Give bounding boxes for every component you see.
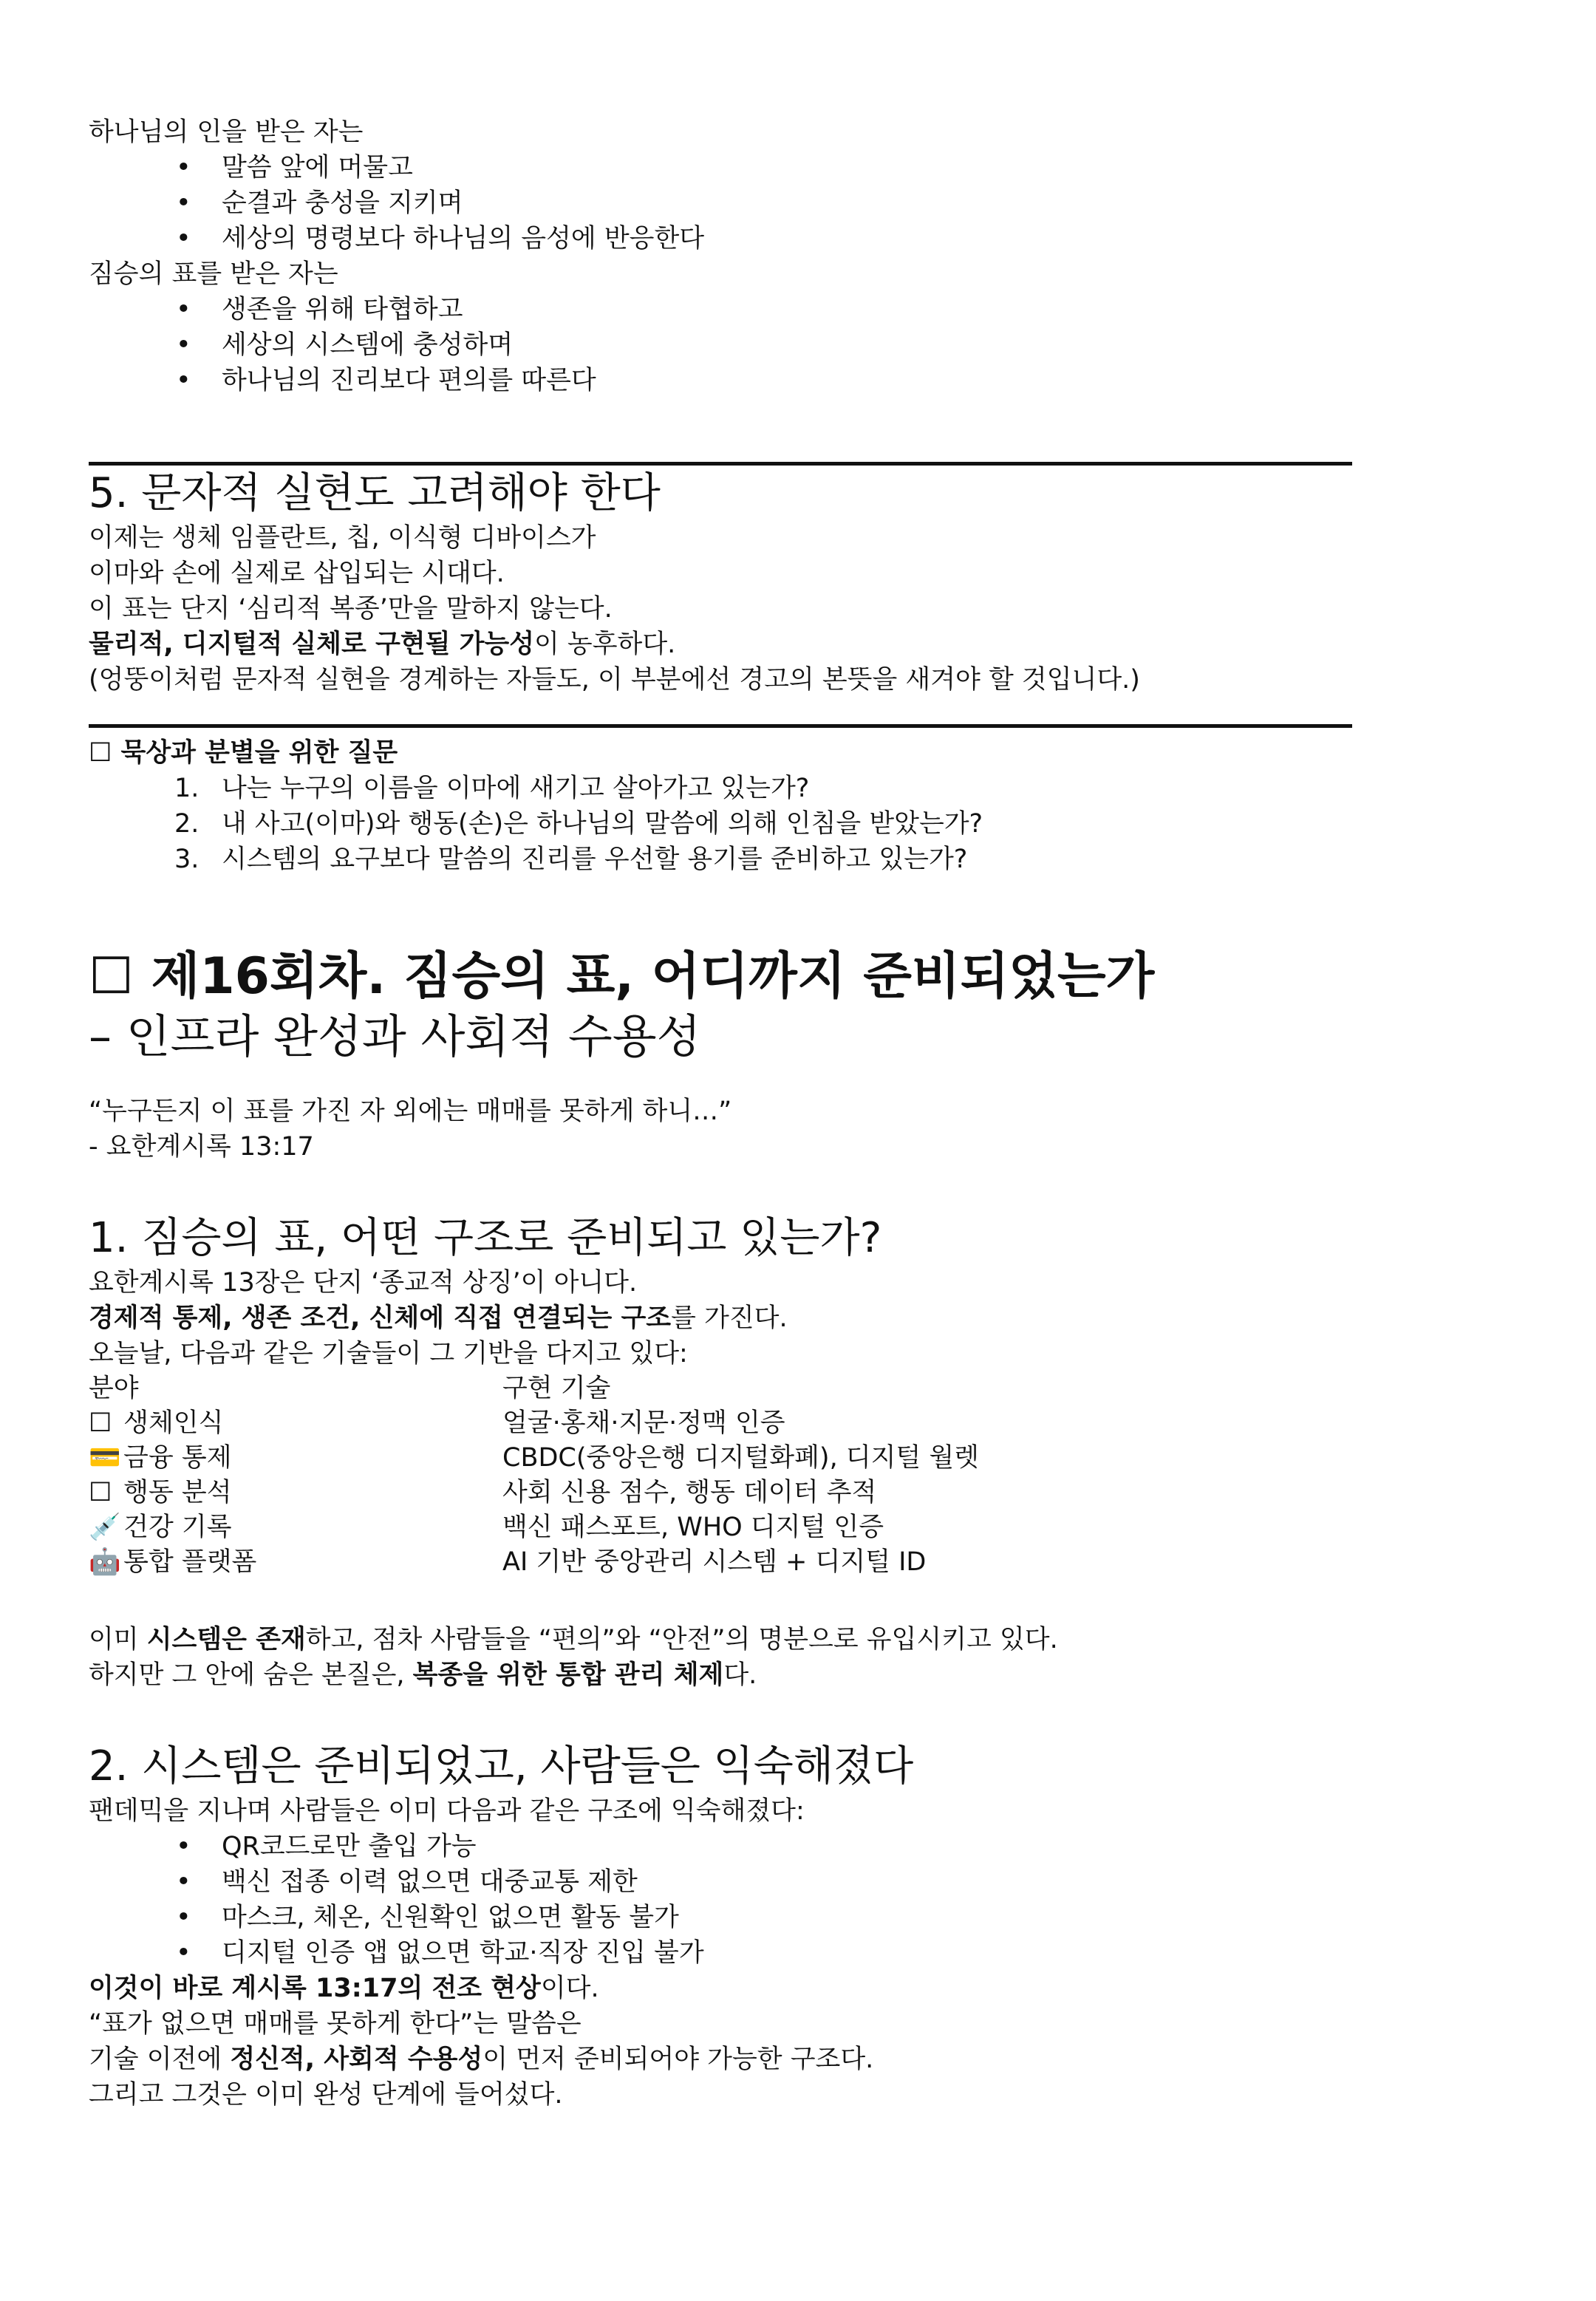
list-item: • 순결과 충성을 지키며 bbox=[176, 188, 463, 218]
list-item: • 디지털 인증 앱 없으면 학교·직장 진입 불가 bbox=[176, 1938, 704, 1968]
scripture-quote bbox=[89, 1094, 732, 1165]
syringe-icon: 💉 bbox=[89, 1513, 121, 1542]
section-5 bbox=[89, 467, 1140, 698]
table-cell-field: 💉 건강 기록 bbox=[89, 1510, 502, 1545]
paragraph-line: 요한계시록 13장은 단지 ‘종교적 상징’이 아니다. bbox=[89, 1268, 638, 1298]
table-cell-field: ☐ 생체인식 bbox=[89, 1406, 502, 1441]
quote-text: “누구든지 이 표를 가진 자 외에는 매매를 못하게 하니…” bbox=[89, 1097, 732, 1126]
table-cell-tech: CBDC(중앙은행 디지털화폐), 디지털 월렛 bbox=[502, 1443, 979, 1473]
paragraph-line: 팬데믹을 지나며 사람들은 이미 다음과 같은 구조에 익숙해졌다: bbox=[89, 1796, 805, 1826]
checkbox-icon: ☐ bbox=[89, 1408, 112, 1438]
divider bbox=[89, 462, 1352, 466]
table-cell-tech: 얼굴·홍채·지문·정맥 인증 bbox=[502, 1408, 785, 1438]
paragraph-line: 오늘날, 다음과 같은 기술들이 그 기반을 다지고 있다: bbox=[89, 1339, 688, 1368]
section-5-title: 5. 문자적 실현도 고려해야 한다 bbox=[89, 469, 661, 517]
section-2 bbox=[89, 1740, 913, 2113]
paragraph-line: 이미 시스템은 존재하고, 점차 사람들을 “편의”와 “안전”의 명분으로 유입시키고 있다. bbox=[89, 1625, 1058, 1654]
table-header-field: 분야 bbox=[89, 1374, 139, 1403]
list-item: • QR코드로만 출입 가능 bbox=[176, 1832, 477, 1861]
paragraph-line: (엉뚱이처럼 문자적 실현을 경계하는 자들도, 이 부분에선 경고의 본뜻을 새겨야 할 것입니다.) bbox=[89, 665, 1140, 695]
questions-heading: ☐ 묵상과 분별을 위한 질문 bbox=[89, 738, 398, 768]
paragraph-line: 이것이 바로 계시록 13:17의 전조 현상이다. bbox=[89, 1974, 599, 2003]
table-cell-tech: AI 기반 중앙관리 시스템 + 디지털 ID bbox=[502, 1547, 927, 1577]
paragraph-line: 이 표는 단지 ‘심리적 복종’만을 말하지 않는다. bbox=[89, 594, 613, 624]
paragraph-line: 기술 이전에 정신적, 사회적 수용성이 먼저 준비되어야 가능한 구조다. bbox=[89, 2045, 874, 2074]
section-1-title: 1. 짐승의 표, 어떤 구조로 준비되고 있는가? bbox=[89, 1214, 882, 1262]
list-item: • 하나님의 진리보다 편의를 따른다 bbox=[176, 366, 596, 395]
paragraph-line: “표가 없으면 매매를 못하게 한다”는 말씀은 bbox=[89, 2009, 582, 2039]
section-1 bbox=[89, 1212, 979, 1580]
list-item: 3. 시스템의 요구보다 말씀의 진리를 우선할 용기를 준비하고 있는가? bbox=[174, 845, 968, 874]
table-cell-tech: 백신 패스포트, WHO 디지털 인증 bbox=[502, 1513, 884, 1542]
table-cell-tech: 사회 신용 점수, 행동 데이터 추적 bbox=[502, 1478, 877, 1507]
table-cell-field: 🤖 통합 플랫폼 bbox=[89, 1545, 502, 1580]
section-2-title: 2. 시스템은 준비되었고, 사람들은 익숙해졌다 bbox=[89, 1742, 914, 1790]
list-item: • 세상의 명령보다 하나님의 음성에 반응한다 bbox=[176, 224, 705, 253]
list-item: • 백신 접종 이력 없으면 대중교통 제한 bbox=[176, 1867, 638, 1897]
robot-icon: 🤖 bbox=[89, 1547, 121, 1577]
paragraph-line: 이제는 생체 임플란트, 칩, 이식형 디바이스가 bbox=[89, 523, 596, 553]
episode-16-header bbox=[89, 946, 1154, 1066]
seal-vs-mark-section bbox=[89, 115, 704, 398]
divider bbox=[89, 724, 1352, 728]
section-1-conclusion bbox=[89, 1622, 1058, 1693]
table-cell-field: ☐ 행동 분석 bbox=[89, 1476, 502, 1510]
quote-reference: - 요한계시록 13:17 bbox=[89, 1132, 314, 1162]
table-cell-field: 💳 금융 통제 bbox=[89, 1441, 502, 1476]
list-item: 2. 내 사고(이마)와 행동(손)은 하나님의 말씀에 의해 인침을 받았는가? bbox=[174, 809, 983, 839]
paragraph-line: 경제적 통제, 생존 조건, 신체에 직접 연결되는 구조를 가진다. bbox=[89, 1303, 788, 1333]
paragraph-line: 하지만 그 안에 숨은 본질은, 복종을 위한 통합 관리 체제다. bbox=[89, 1660, 757, 1690]
questions-section bbox=[89, 735, 983, 877]
list-item: • 생존을 위해 타협하고 bbox=[176, 295, 463, 324]
table-header-tech: 구현 기술 bbox=[502, 1374, 611, 1403]
list-item: • 말씀 앞에 머물고 bbox=[176, 153, 413, 183]
list-item: • 세상의 시스템에 충성하며 bbox=[176, 330, 514, 360]
checkbox-icon: ☐ bbox=[89, 1478, 112, 1507]
list-item: 1. 나는 누구의 이름을 이마에 새기고 살아가고 있는가? bbox=[174, 774, 810, 803]
paragraph-line: 그리고 그것은 이미 완성 단계에 들어섰다. bbox=[89, 2080, 563, 2110]
paragraph-line: 이마와 손에 실제로 삽입되는 시대다. bbox=[89, 559, 505, 588]
mark-heading: 짐승의 표를 받은 자는 bbox=[89, 259, 338, 289]
page-subtitle: – 인프라 완성과 사회적 수용성 bbox=[89, 1009, 701, 1063]
page-title: ☐ 제16회차. 짐승의 표, 어디까지 준비되었는가 bbox=[89, 947, 1155, 1006]
seal-heading: 하나님의 인을 받은 자는 bbox=[89, 117, 364, 147]
technology-table bbox=[89, 1371, 979, 1580]
credit-card-icon: 💳 bbox=[89, 1443, 121, 1473]
paragraph-line: 물리적, 디지털적 실체로 구현될 가능성이 농후하다. bbox=[89, 630, 676, 659]
list-item: • 마스크, 체온, 신원확인 없으면 활동 불가 bbox=[176, 1903, 679, 1932]
